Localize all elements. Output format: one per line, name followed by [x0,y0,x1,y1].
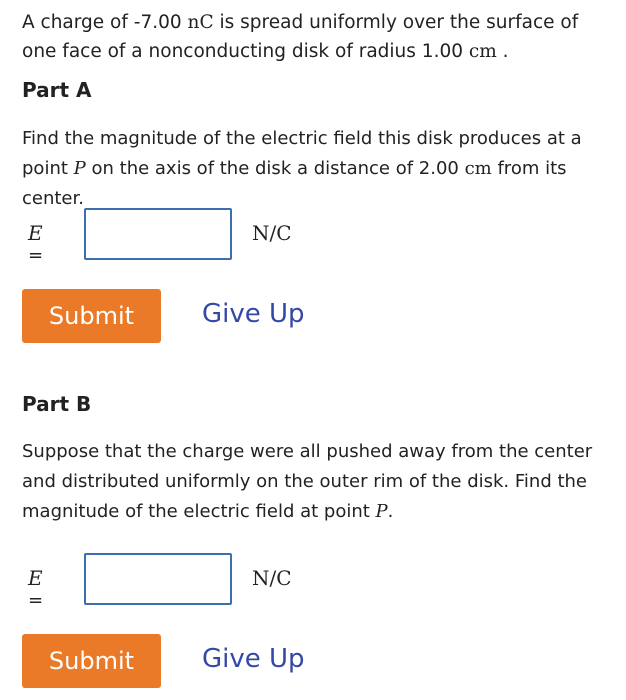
part-a-answer-input[interactable] [84,208,232,260]
distance-unit: cm [464,158,492,179]
variable-e: E [28,566,43,590]
part-b-title: Part B [22,392,92,416]
part-a-submit-button[interactable]: Submit [22,289,161,343]
part-b-question [22,437,614,527]
problem-statement [22,8,612,66]
part-a-variable-label [28,221,43,266]
point-p: P [73,158,86,179]
radius-unit: cm [468,41,497,62]
part-a-title: Part A [22,78,92,102]
part-a-question [22,124,614,214]
point-p: P [375,501,388,522]
part-a-question-mid: on the axis of the disk a distance of [85,158,419,179]
part-a-give-up-button[interactable]: Give Up [202,299,305,329]
intro-text: A charge of [22,12,134,33]
charge-unit: nC [187,12,214,33]
part-b-question-end: . [387,501,394,522]
part-a-question-text: Find the magnitude of the electric field this disk produces at a point [22,128,582,179]
charge-value: -7.00 [133,12,182,33]
part-b-give-up-button[interactable]: Give Up [202,644,305,674]
part-b-variable-label [28,566,43,611]
part-b-question-text: Suppose that the charge were all pushed away from the center and distributed uniformly on the outer rim of the disk. Find the magnitude of the electric field at point [22,441,593,522]
part-b-answer-input[interactable] [84,553,232,605]
equals-sign: = [28,590,44,611]
equals-sign: = [28,245,44,266]
distance-value: 2.00 [418,158,459,179]
intro-text-end: . [496,41,509,62]
part-b-submit-button[interactable]: Submit [22,634,161,688]
intro-text-mid: is spread uniformly over the surface of one face of a nonconducting disk of radius [22,12,579,62]
part-a-unit: N/C [252,221,292,245]
radius-value: 1.00 [421,41,463,62]
part-a-question-end: from its center. [22,158,567,209]
variable-e: E [28,221,43,245]
part-b-unit: N/C [252,566,292,590]
